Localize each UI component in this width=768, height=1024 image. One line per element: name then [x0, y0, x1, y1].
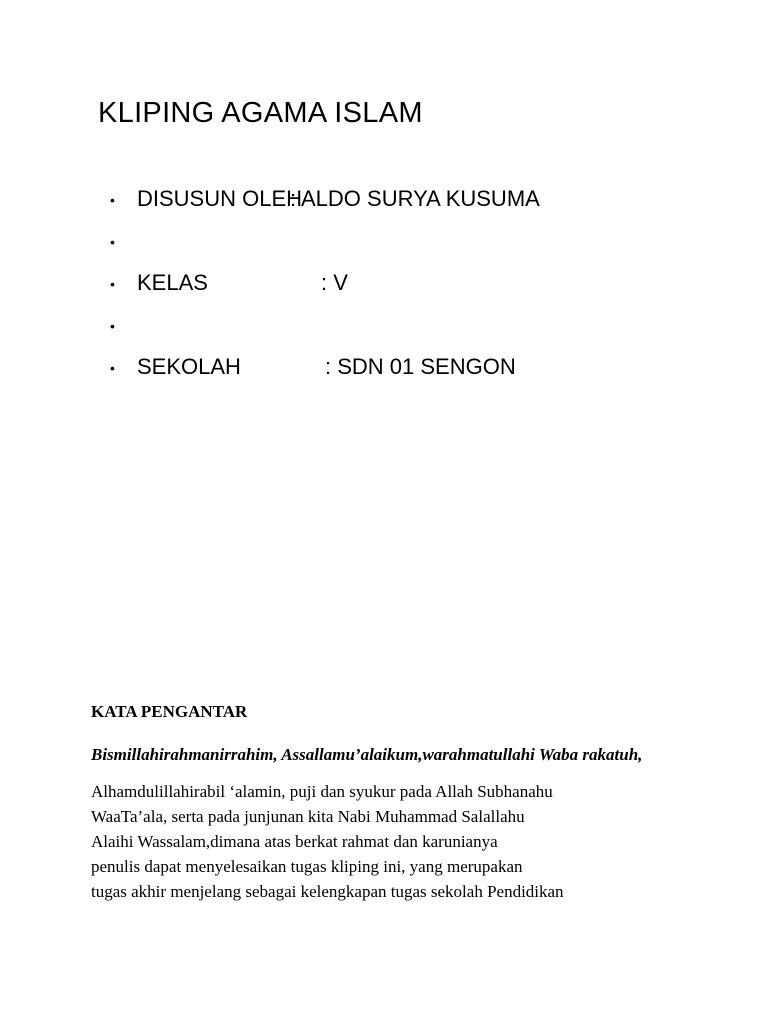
bullet-icon: • [110, 318, 115, 334]
paragraph-line: tugas akhir menjelang sebagai kelengkapan tugas sekolah Pendidikan [91, 882, 564, 901]
paragraph-line: WaaTa’ala, serta pada junjunan kita Nabi Muhammad Salallahu [91, 807, 525, 826]
author-value: : ALDO SURYA KUSUMA [290, 186, 540, 211]
paragraph-line: Alaihi Wassalam,dimana atas berkat rahmat dan karunianya [91, 832, 498, 851]
school-label: SEKOLAH [137, 354, 241, 379]
bullet-icon: • [110, 360, 115, 376]
bullet-icon: • [110, 192, 115, 208]
foreword-paragraph [91, 779, 691, 904]
document-title: KLIPING AGAMA ISLAM [98, 97, 423, 129]
paragraph-line: penulis dapat menyelesaikan tugas kliping ini, yang merupakan [91, 857, 523, 876]
bullet-icon: • [110, 276, 115, 292]
foreword-section [91, 700, 691, 904]
class-value: : V [321, 270, 348, 295]
school-value: : SDN 01 SENGON [325, 354, 516, 379]
foreword-heading: KATA PENGANTAR [91, 702, 248, 721]
bullet-icon: • [110, 234, 115, 250]
greeting-text: Bismillahirahmanirrahim, Assallamu’alaikum,warahmatullahi Waba rakatuh, [91, 745, 643, 764]
paragraph-line: Alhamdulillahirabil ‘alamin, puji dan syukur pada Allah Subhanahu [91, 782, 553, 801]
author-label: DISUSUN OLEH [137, 186, 303, 211]
class-label: KELAS [137, 270, 208, 295]
